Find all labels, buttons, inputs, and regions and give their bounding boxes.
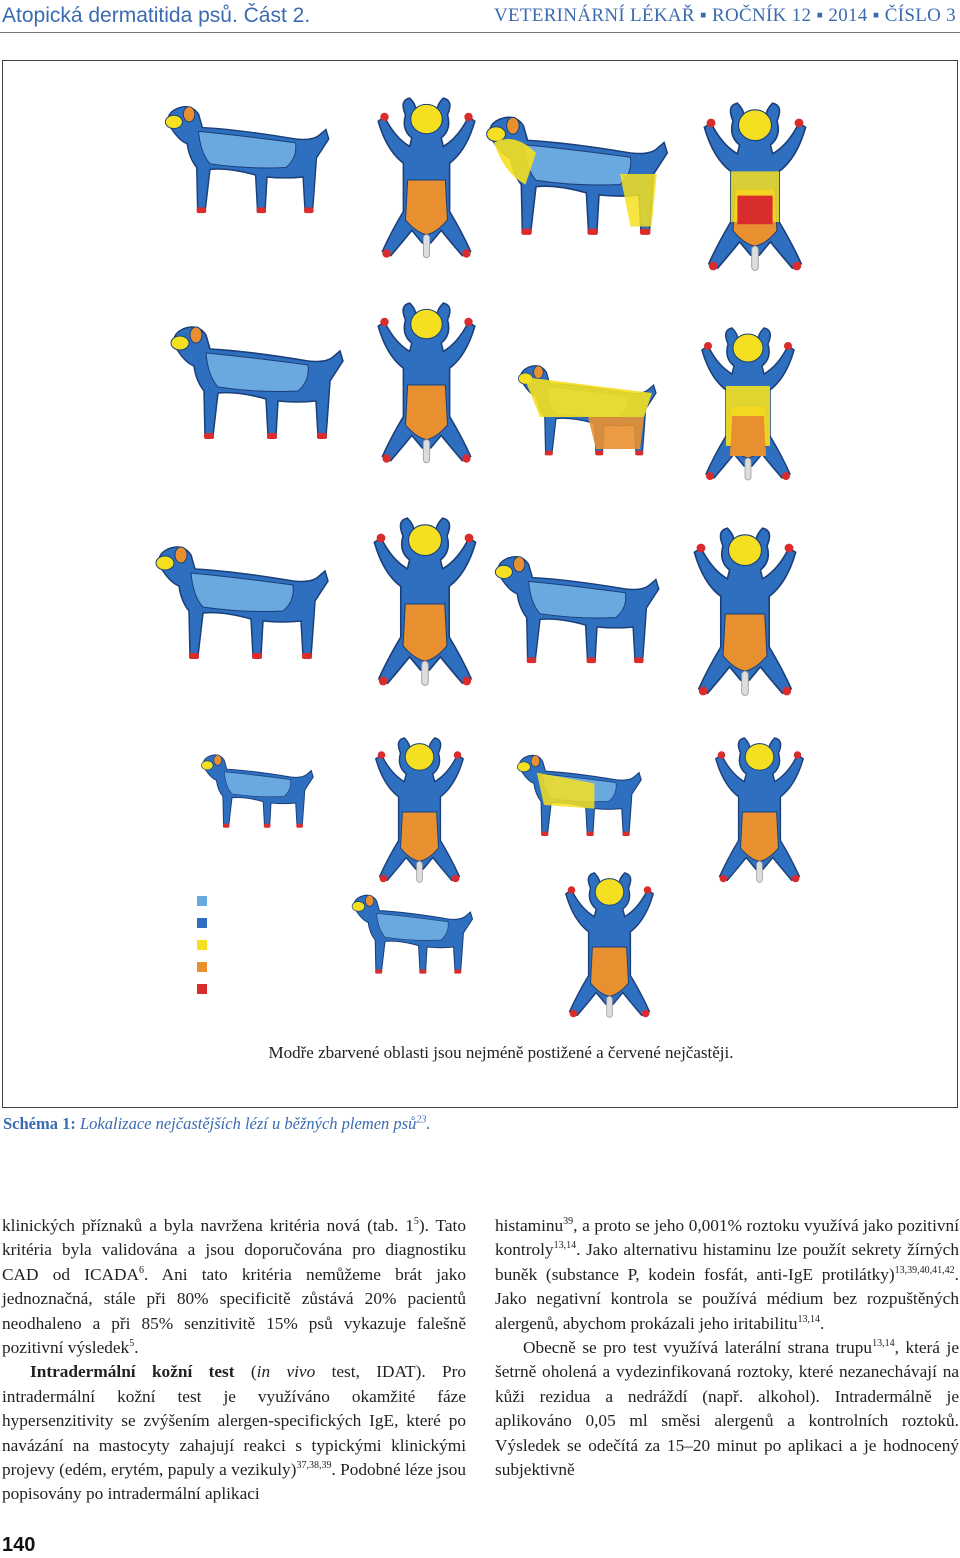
dog-side-7 <box>201 755 313 828</box>
figure-caption: Modře zbarvené oblasti jsou nejméně postižené a červené nejčastěji. <box>268 1043 734 1062</box>
dog-front-6 <box>694 528 795 695</box>
legend-swatch <box>197 896 207 906</box>
page-header <box>0 0 960 34</box>
reference: 13,39,40,41,42 <box>894 1265 955 1277</box>
text-run: Pro intradermální kožní test je využíváno okamžité fáze hypersenzitivity se zvýšením alergen-specifických IgE, které po navázání na mastocyty zahajují reakci s typickými klinickými projevy (edém, erytém, papuly a vezikuly) <box>2 1362 467 1480</box>
reference: 6 <box>138 1265 144 1277</box>
text-run: . Jako alternativu histaminu lze použít sekrety žírných buněk (substance P, kodein fosfát, anti-IgE protilátky) <box>495 1240 959 1284</box>
dog-front-8 <box>716 738 803 882</box>
dog-front-1 <box>378 98 475 258</box>
reference: 13,14 <box>797 1313 820 1325</box>
reference: 13,14 <box>872 1338 895 1350</box>
text-run: klinických příznaků a byla navržena kritéria nová (tab. 1 <box>2 1216 414 1235</box>
section-heading: Intradermální kožní test <box>30 1362 235 1382</box>
reference: 39 <box>563 1216 574 1228</box>
text-run: , která je šetrně oholená a vydezinfikovaná roztoky, které nezanechávají na kůži rezidua a nedráždí (např. alkohol). Intradermálně je aplikováno 0,05 ml směsi alergenů a kontrolních roztoků. Výsledek se odečítá za 15–20 minut po aplikaci a je hodnocený subjektivně <box>495 1338 959 1480</box>
legend-swatch <box>197 962 207 972</box>
figure-frame <box>2 60 958 1108</box>
dog-side-1 <box>165 107 328 213</box>
paragraph <box>2 1214 466 1360</box>
dog-side-2 <box>487 117 668 235</box>
text-run: . Jako negativní kontrola se používá médium bez rozpuštěných alergenů, abychom prokázali jeho iritabilitu <box>495 1264 959 1333</box>
text-run: . Podobné léze jsou popisovány po intradermální aplikaci <box>2 1460 466 1504</box>
reference: 37,38,39 <box>296 1460 332 1472</box>
dog-lesion-illustration <box>3 61 959 1109</box>
schema-label: Schéma 1: <box>3 1114 76 1133</box>
schema-caption <box>3 1114 430 1134</box>
text-column-left <box>2 1214 466 1507</box>
text-run: histaminu <box>495 1216 564 1235</box>
dog-front-3 <box>378 303 475 463</box>
color-legend <box>197 896 207 994</box>
legend-swatch <box>197 940 207 950</box>
dog-side-4 <box>518 366 656 456</box>
schema-period: . <box>426 1114 431 1133</box>
text-column-right <box>495 1214 959 1482</box>
dog-side-9 <box>352 895 472 973</box>
dog-side-6 <box>495 557 658 663</box>
legend-swatch <box>197 918 207 928</box>
paragraph <box>495 1214 959 1336</box>
text-run: in vivo <box>256 1362 316 1382</box>
legend-swatch <box>197 984 207 994</box>
paragraph <box>495 1336 959 1482</box>
text-run: , a proto se jeho 0,001% roztoku využívá jako pozitivní kontroly <box>495 1216 959 1260</box>
journal-info: VETERINÁRNÍ LÉKAŘ ▪ ROČNÍK 12 ▪ 2014 ▪ ČÍSLO 3 <box>493 5 956 26</box>
dog-front-4 <box>702 328 794 480</box>
header-divider <box>0 32 960 33</box>
dog-front-9 <box>566 873 653 1017</box>
text-run: Obecně se pro test využívá laterální strana trupu <box>523 1338 873 1358</box>
dog-front-7 <box>376 738 463 882</box>
text-run: . <box>819 1313 825 1333</box>
dog-side-8 <box>517 755 641 836</box>
schema-text: Lokalizace nejčastějších lézí u běžných plemen psů <box>80 1114 417 1133</box>
text-run: ). Tato kritéria byla validována a jsou doporučována pro diagnostiku CAD od ICADA <box>2 1216 466 1284</box>
dog-side-5 <box>156 547 328 659</box>
reference: 13,14 <box>553 1240 577 1252</box>
article-title: Atopická dermatitida psů. Část 2. <box>2 4 311 27</box>
reference: 5 <box>413 1216 419 1228</box>
text-run: . <box>134 1338 139 1358</box>
text-run: . Ani tato kritéria nemůžeme brát jako jednoznačná, stále při 80% specificitě zůstává 20% pacientů neodhaleno a při 85% senzitivitě 15% psů vykazuje falešně pozitivní výsledek <box>2 1264 466 1358</box>
dog-front-5 <box>374 518 475 685</box>
reference: 5 <box>129 1338 135 1350</box>
schema-ref: 23 <box>416 1114 427 1126</box>
text-run: test, IDAT). <box>315 1362 426 1382</box>
page-number: 140 <box>2 1534 36 1556</box>
paragraph <box>2 1360 466 1506</box>
dog-front-2 <box>704 103 805 270</box>
dog-side-3 <box>171 327 343 439</box>
text-run: ( <box>234 1362 257 1382</box>
